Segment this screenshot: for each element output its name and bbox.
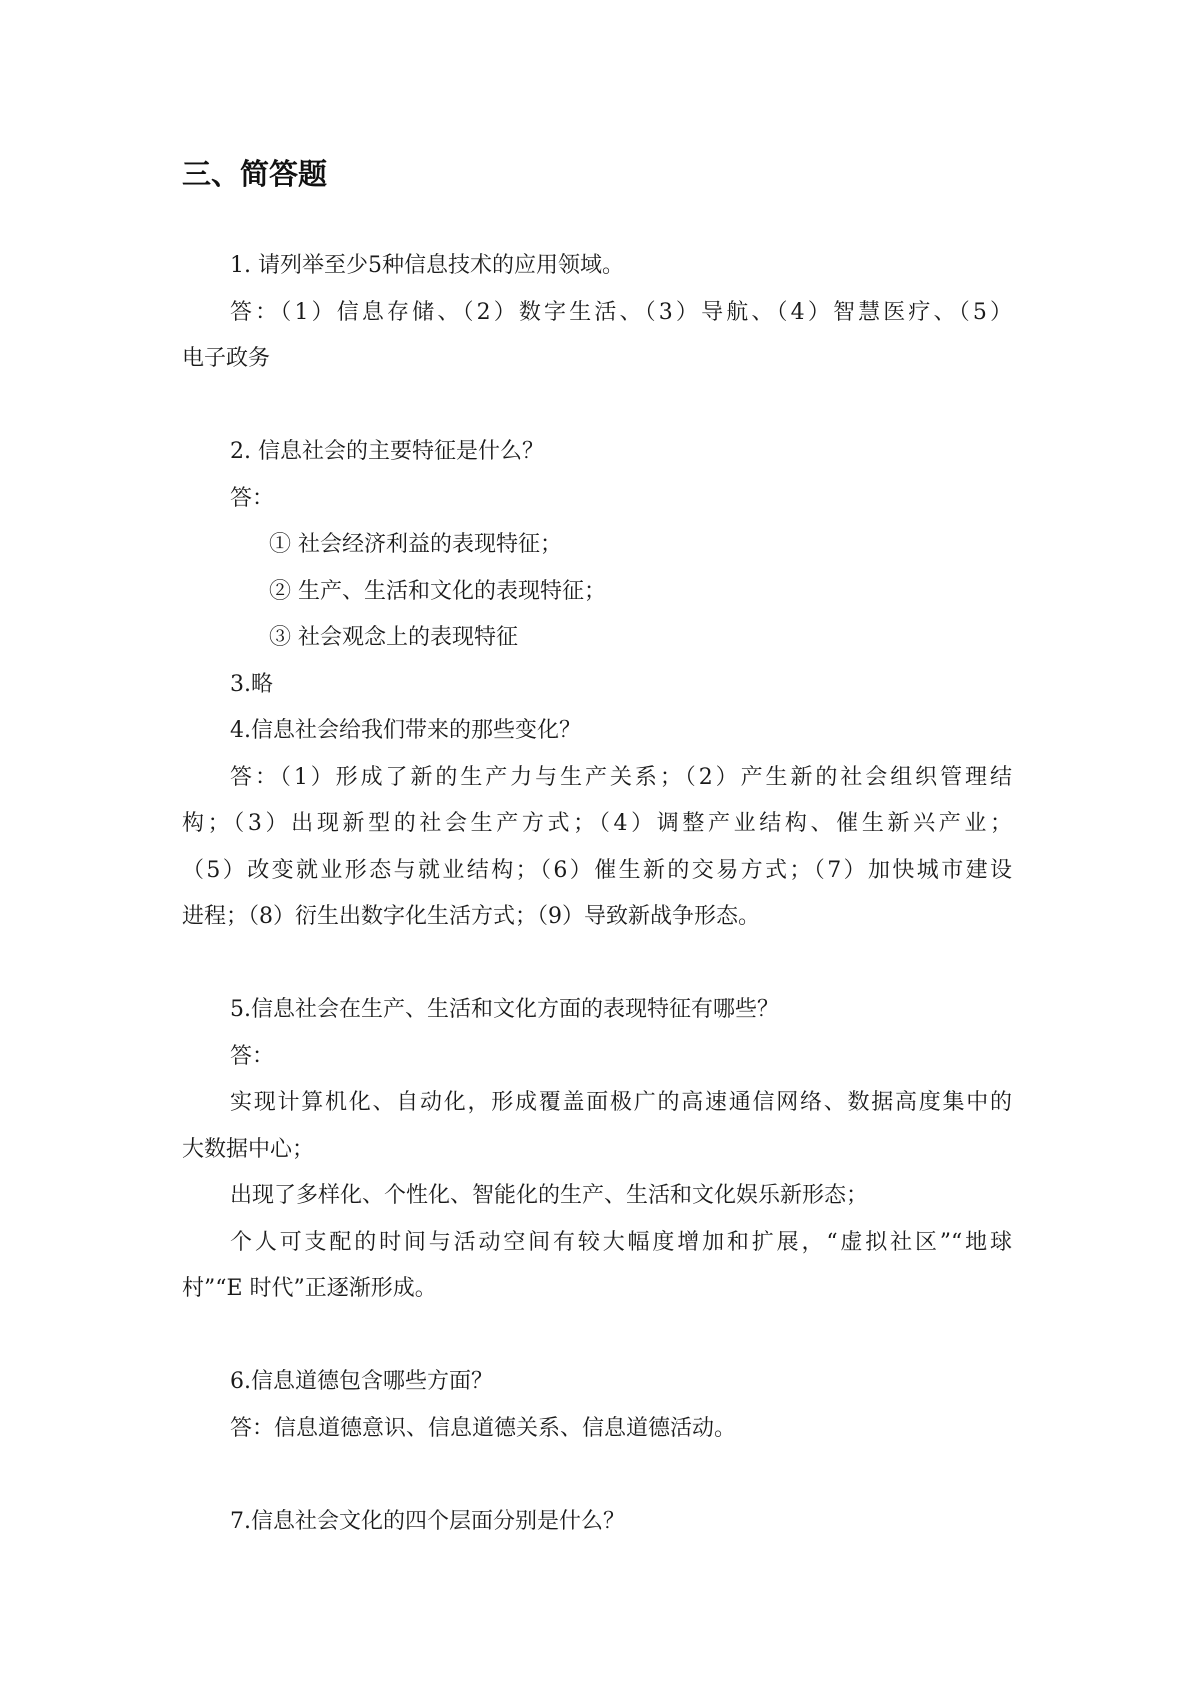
spacer <box>182 383 1012 430</box>
document-body <box>182 243 1012 1545</box>
section-title: 三、简答题 <box>182 157 328 191</box>
answer-5-para-3-line-2: 村”“E 时代”正逐渐形成。 <box>182 1276 437 1301</box>
question-4: 4.信息社会给我们带来的那些变化？ <box>230 718 581 743</box>
answer-4-line-1: 答：（1）形成了新的生产力与生产关系；（2）产生新的社会组织管理结 <box>230 764 1012 790</box>
question-6: 6.信息道德包含哪些方面？ <box>230 1369 493 1394</box>
spacer <box>182 1313 1012 1360</box>
answer-4-line-2: 构；（3）出现新型的社会生产方式；（4）调整产业结构、催生新兴产业； <box>182 811 1012 836</box>
question-2: 2. 信息社会的主要特征是什么？ <box>230 439 544 464</box>
question-3: 3.略 <box>230 671 273 697</box>
spacer <box>182 941 1012 988</box>
answer-4-line-4: 进程；（8）衍生出数字化生活方式；（9）导致新战争形态。 <box>182 904 760 929</box>
answer-5-para-1-line-1: 实现计算机化、自动化，形成覆盖面极广的高速通信网络、数据高度集中的 <box>230 1090 1012 1115</box>
answer-5-para-3-line-1: 个人可支配的时间与活动空间有较大幅度增加和扩展，“虚拟社区”“地球 <box>230 1229 1012 1255</box>
answer-6: 答：信息道德意识、信息道德关系、信息道德活动。 <box>230 1415 737 1441</box>
answer-5-label: 答： <box>230 1043 275 1069</box>
question-5: 5.信息社会在生产、生活和文化方面的表现特征有哪些？ <box>230 997 779 1022</box>
answer-4-line-3: （5）改变就业形态与就业结构；（6）催生新的交易方式；（7）加快城市建设 <box>182 857 1012 883</box>
question-1: 1. 请列举至少5种信息技术的应用领域。 <box>230 253 624 278</box>
answer-2-item-2: ② 生产、生活和文化的表现特征； <box>269 578 606 604</box>
answer-1-line-1: 答：（1）信息存储、（2）数字生活、（3）导航、（4）智慧医疗、（5） <box>230 299 1012 325</box>
answer-2-label: 答： <box>230 485 275 511</box>
answer-5-para-2: 出现了多样化、个性化、智能化的生产、生活和文化娱乐新形态； <box>230 1183 869 1208</box>
answer-1-line-2: 电子政务 <box>182 346 271 371</box>
answer-5-para-1-line-2: 大数据中心； <box>182 1136 315 1162</box>
spacer <box>182 1452 1012 1499</box>
answer-2-item-3: ③ 社会观念上的表现特征 <box>269 625 518 650</box>
answer-2-item-1: ① 社会经济利益的表现特征； <box>269 532 562 557</box>
question-7: 7.信息社会文化的四个层面分别是什么？ <box>230 1508 625 1534</box>
